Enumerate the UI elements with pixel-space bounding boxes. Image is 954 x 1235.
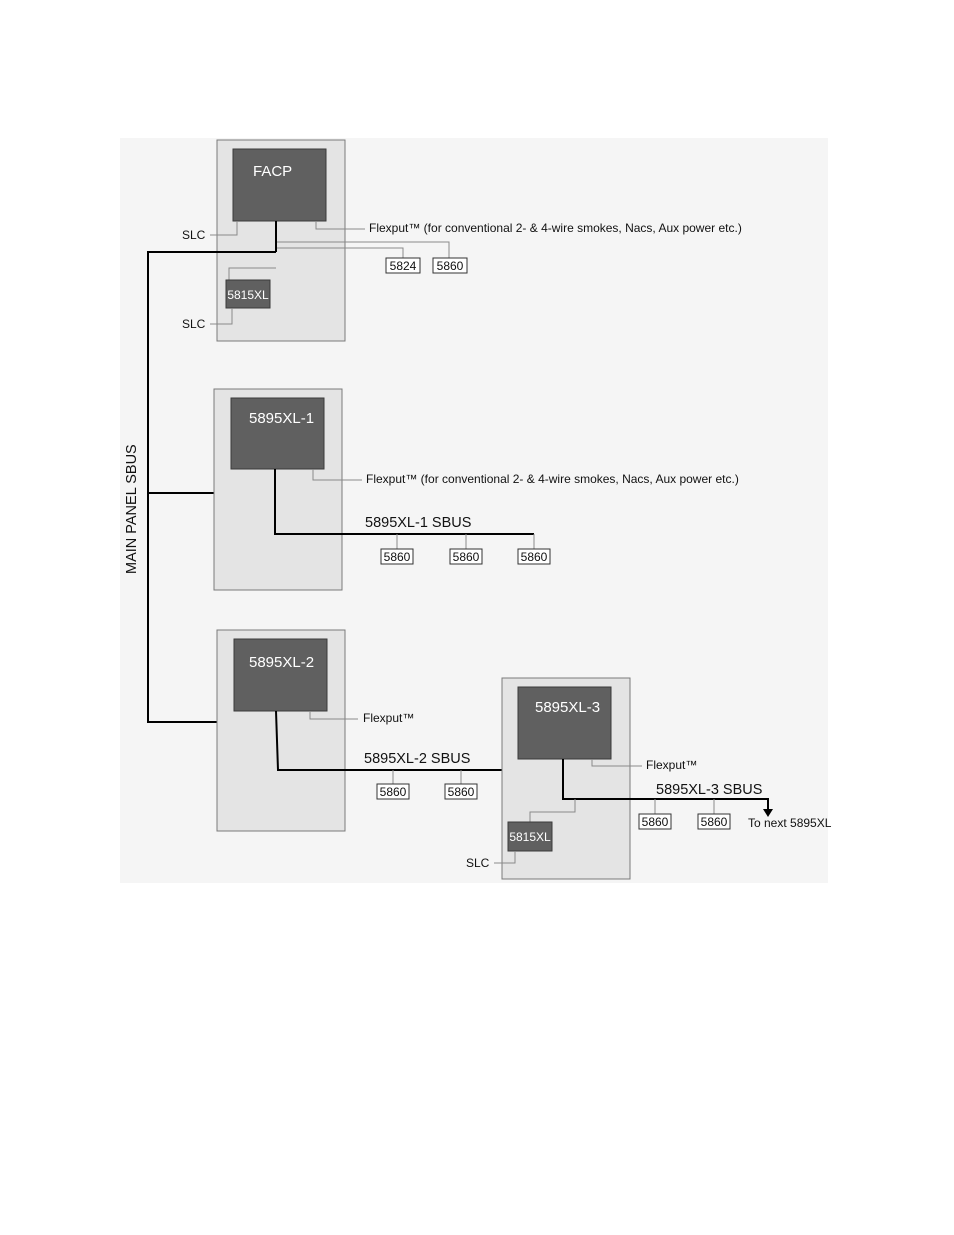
expander-3-sbus-label: 5895XL-3 SBUS (656, 782, 763, 798)
expander-1-box (231, 398, 324, 469)
expander-3-flexput-label: Flexput™ (646, 758, 698, 772)
expander-2-module-2-label: 5860 (447, 785, 475, 799)
expander-2-label: 5895XL-2 (249, 654, 315, 671)
expander-1-module-2-label: 5860 (452, 550, 480, 564)
expander-3-5815xl-label: 5815XL (509, 830, 551, 844)
facp-flexput-label: Flexput™ (for conventional 2- & 4-wire smokes, Nacs, Aux power etc.) (369, 221, 742, 235)
expander-2-module-1-label: 5860 (379, 785, 407, 799)
expander-3-module-1-label: 5860 (641, 815, 669, 829)
module-5824-label: 5824 (389, 259, 417, 273)
expander-1-module-1-label: 5860 (383, 550, 411, 564)
expander-3-box (518, 687, 611, 759)
expander-3-next-label: To next 5895XL (748, 816, 832, 830)
facp-label: FACP (253, 163, 293, 180)
expander-3-module-2-label: 5860 (700, 815, 728, 829)
expander-2-box (234, 639, 327, 711)
expander-1-flexput-label: Flexput™ (for conventional 2- & 4-wire smokes, Nacs, Aux power etc.) (366, 472, 739, 486)
slc-top-label: SLC (182, 228, 206, 242)
facp-box (233, 149, 326, 221)
expander-1-module-3-label: 5860 (520, 550, 548, 564)
expander-1-sbus-label: 5895XL-1 SBUS (365, 515, 472, 531)
expander-1-label: 5895XL-1 (249, 410, 315, 427)
expander-3-label: 5895XL-3 (535, 699, 601, 716)
expander-3-slc-label: SLC (466, 856, 490, 870)
main-5815xl-label: 5815XL (227, 288, 269, 302)
expander-2-sbus-label: 5895XL-2 SBUS (364, 751, 471, 767)
module-5860-label: 5860 (436, 259, 464, 273)
expander-2-flexput-label: Flexput™ (363, 711, 415, 725)
main-panel-sbus-label: MAIN PANEL SBUS (124, 444, 140, 574)
slc-bottom-label: SLC (182, 317, 206, 331)
